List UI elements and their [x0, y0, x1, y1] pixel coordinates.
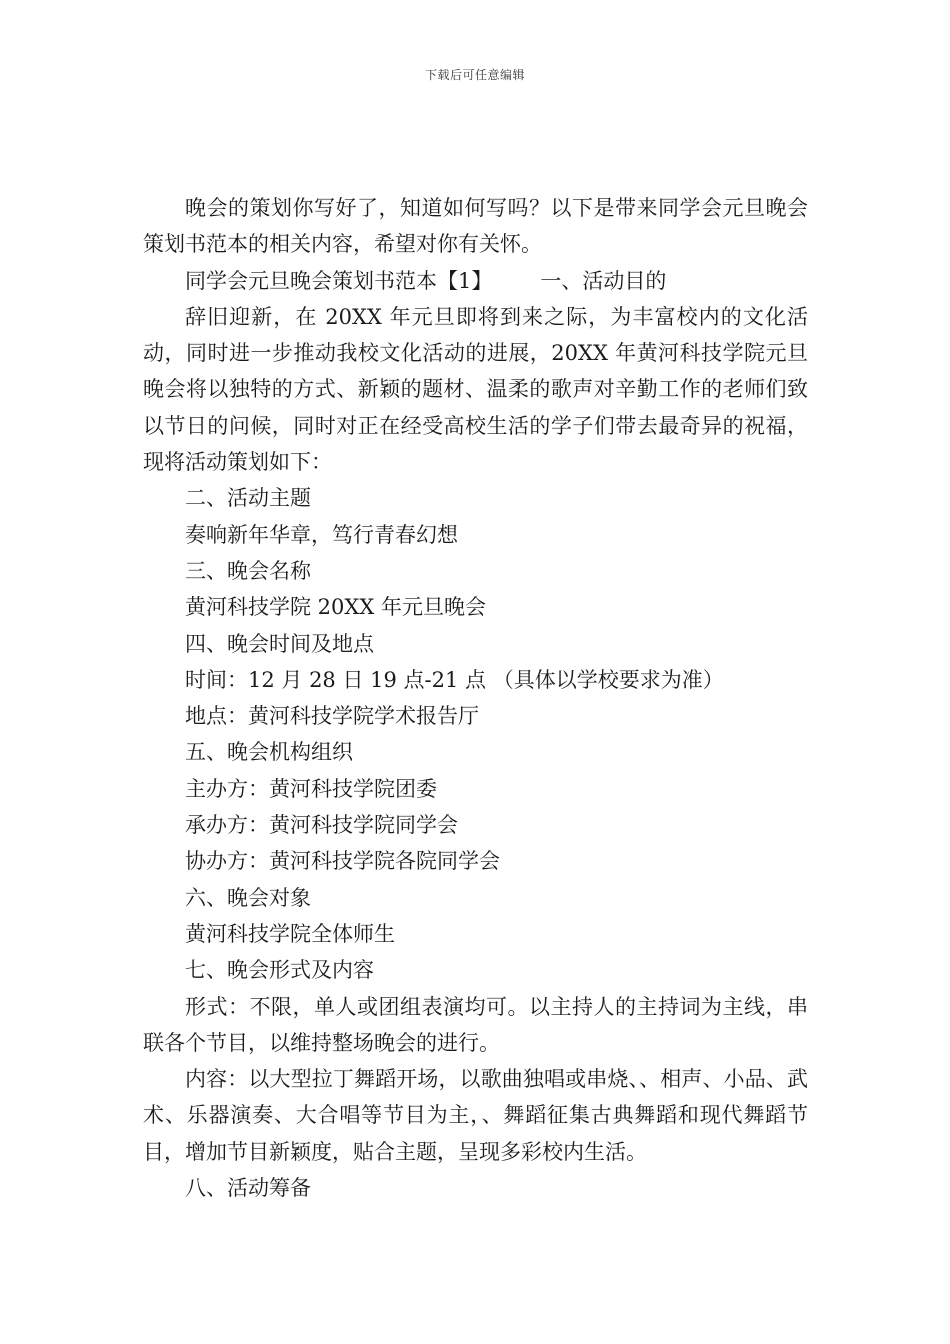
audience-text: 黄河科技学院全体师生 [185, 921, 395, 946]
section-heading-audience: 六、晚会对象 [185, 885, 311, 910]
event-name-text: 黄河科技学院 20XX 年元旦晚会 [185, 595, 486, 620]
content-paragraph: 内容：以大型拉丁舞蹈开场，以歌曲独唱或串烧、、相声、小品、武术、乐器演奏、大合唱等节目为主，、舞蹈征集古典舞蹈和现代舞蹈节目，增加节目新颖度，贴合主题，呈现多彩校内生活。 [143, 1067, 808, 1164]
section-heading-organization: 五、晚会机构组织 [185, 740, 353, 765]
section-heading-time-place: 四、晚会时间及地点 [185, 631, 374, 656]
theme-text: 奏响新年华章，笃行青春幻想 [185, 522, 458, 547]
section-heading-preparation: 八、活动筹备 [185, 1176, 311, 1201]
co-organizer-text: 协办方：黄河科技学院各院同学会 [185, 849, 500, 874]
host-text: 主办方：黄河科技学院团委 [185, 776, 437, 801]
page-header-note: 下载后可任意编辑 [424, 68, 525, 82]
section-heading-name: 三、晚会名称 [185, 558, 311, 583]
place-text: 地点：黄河科技学院学术报告厅 [185, 704, 479, 729]
section-heading-theme: 二、活动主题 [185, 486, 311, 511]
title-line [143, 263, 808, 299]
purpose-paragraph: 辞旧迎新，在 20XX 年元旦即将到来之际，为丰富校内的文化活动，同时进一步推动我校文化活动的进展，20XX 年黄河科技学院元旦晚会将以独特的方式、新颖的题材、温柔的歌声对辛勤工作的老师们致以节日的问候，同时对正在经受高校生活的学子们带去最奇异的祝福，现将活动策划如下： [143, 304, 808, 475]
form-paragraph: 形式：不限，单人或团组表演均可。以主持人的主持词为主线，串联各个节目，以维持整场晚会的进行。 [143, 994, 808, 1055]
section-heading-purpose: 一、活动目的 [540, 268, 667, 293]
section-heading-form-content: 七、晚会形式及内容 [185, 958, 374, 983]
time-text: 时间：12 月 28 日 19 点-21 点 （具体以学校要求为准） [185, 667, 724, 692]
organizer-text: 承办方：黄河科技学院同学会 [185, 813, 458, 838]
document-body [143, 190, 808, 1206]
document-title: 同学会元旦晚会策划书范本【1】 [185, 268, 493, 293]
intro-paragraph: 晚会的策划你写好了，知道如何写吗？以下是带来同学会元旦晚会策划书范本的相关内容，希望对你有关怀。 [143, 196, 808, 257]
